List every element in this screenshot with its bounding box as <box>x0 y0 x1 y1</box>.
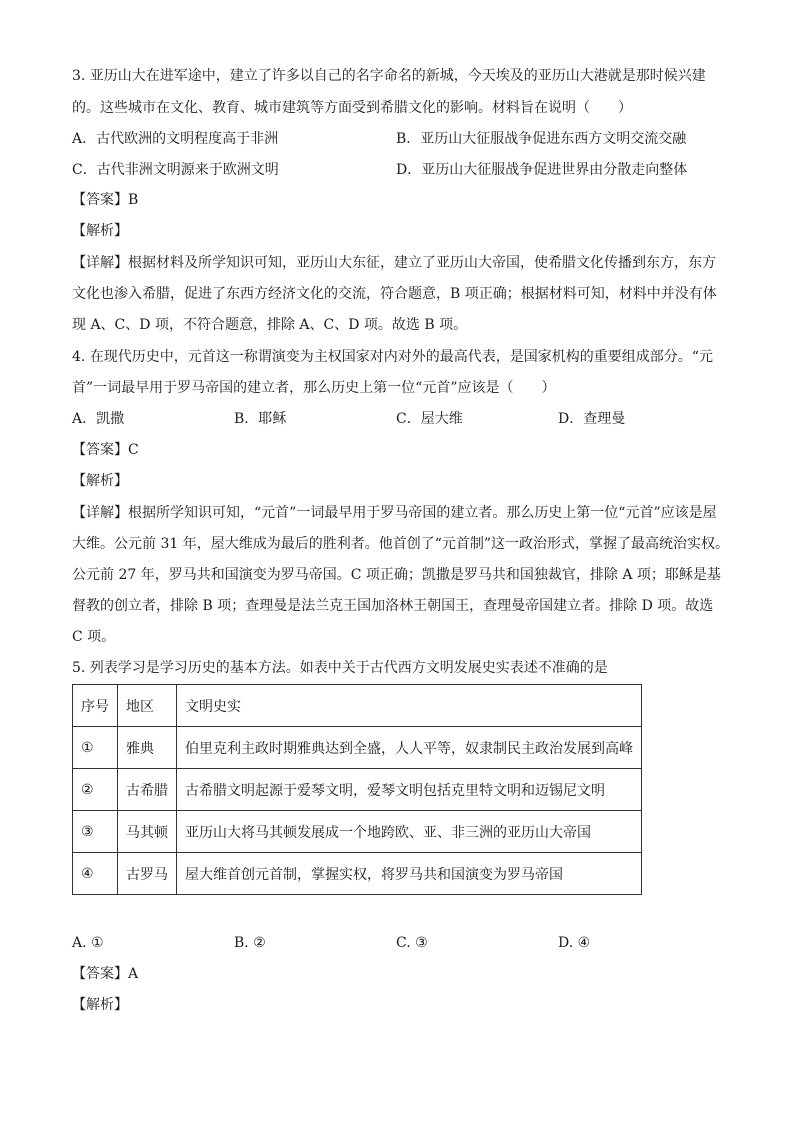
q3-detail-line3: 现 A、C、D 项，不符合题意，排除 A、C、D 项。故选 B 项。 <box>72 317 468 333</box>
table-cell-index: ③ <box>73 811 118 853</box>
q4-detail-line1: 【详解】根据所学知识可知，“元首”一词最早用于罗马帝国的建立者。那么历史上第一位“元首”应该是屋 <box>72 505 717 521</box>
q4-option-d: D．查理曼 <box>558 411 626 427</box>
q5-stem: 5. 列表学习是学习历史的基本方法。如表中关于古代西方文明发展史实表述不准确的是 <box>72 660 608 676</box>
q5-option-c: C. ③ <box>396 935 428 951</box>
q3-detail-line1: 【详解】根据材料及所学知识可知，亚历山大东征，建立了亚历山大帝国，使希腊文化传播到东方，东方 <box>72 255 716 271</box>
q3-analysis-label: 【解析】 <box>72 223 128 239</box>
q3-option-a: A．古代欧洲的文明程度高于非洲 <box>72 131 279 147</box>
table-header-cell: 文明史实 <box>177 685 642 727</box>
table-cell-fact: 亚历山大将马其顿发展成一个地跨欧、亚、非三洲的亚历山大帝国 <box>177 811 642 853</box>
q3-detail-line2: 文化也渗入希腊，促进了东西方经济文化的交流，符合题意，B 项正确；根据材料可知，材料中并没有体 <box>72 286 717 302</box>
q5-option-a: A. ① <box>72 935 104 951</box>
table-cell-region: 古希腊 <box>118 769 177 811</box>
q5-option-b: B. ② <box>234 935 266 951</box>
table-row <box>73 811 642 853</box>
q3-option-c: C．古代非洲文明源来于欧洲文明 <box>72 162 279 178</box>
q4-detail-line4: 督教的创立者，排除 B 项；查理曼是法兰克王国加洛林王朝国王，查理曼帝国建立者。排除 D 项。故选 <box>72 598 714 614</box>
q5-analysis-label: 【解析】 <box>72 997 128 1013</box>
table-cell-region: 古罗马 <box>118 853 177 895</box>
table-cell-index: ① <box>73 727 118 769</box>
table-cell-fact: 古希腊文明起源于爱琴文明，爱琴文明包括克里特文明和迈锡尼文明 <box>177 769 642 811</box>
table-row <box>73 853 642 895</box>
q5-option-d: D. ④ <box>558 935 591 951</box>
q3-stem-line2: 的。这些城市在文化、教育、城市建筑等方面受到希腊文化的影响。材料旨在说明（ ） <box>72 100 632 116</box>
q3-option-d: D．亚历山大征服战争促进世界由分散走向整体 <box>396 162 688 178</box>
table-cell-index: ④ <box>73 853 118 895</box>
table-header-row <box>73 685 642 727</box>
table-cell-region: 雅典 <box>118 727 177 769</box>
q4-detail-line2: 大维。公元前 31 年，屋大维成为最后的胜利者。他首创了“元首制”这一政治形式，掌握了最高统治实权。 <box>72 536 730 552</box>
q3-option-b: B．亚历山大征服战争促进东西方文明交流交融 <box>396 131 687 147</box>
q4-answer: 【答案】C <box>72 442 139 458</box>
table-header-cell: 序号 <box>73 685 118 727</box>
q4-detail-line5: C 项。 <box>72 629 116 645</box>
table-cell-fact: 伯里克利主政时期雅典达到全盛，人人平等，奴隶制民主政治发展到高峰 <box>177 727 642 769</box>
table-cell-region: 马其顿 <box>118 811 177 853</box>
q4-stem-line2: 首”一词最早用于罗马帝国的建立者，那么历史上第一位“元首”应该是（ ） <box>72 380 556 396</box>
q4-detail-line3: 公元前 27 年，罗马共和国演变为罗马帝国。C 项正确；凯撒是罗马共和国独裁官，排除 A 项；耶稣是基 <box>72 567 721 583</box>
q3-answer: 【答案】B <box>72 192 139 208</box>
q5-answer: 【答案】A <box>72 966 139 982</box>
table-cell-index: ② <box>73 769 118 811</box>
q4-option-c: C．屋大维 <box>396 411 463 427</box>
q4-option-b: B．耶稣 <box>234 411 287 427</box>
q4-stem-line1: 4. 在现代历史中，元首这一称谓演变为主权国家对内对外的最高代表，是国家机构的重要组成部分。“元 <box>72 349 713 365</box>
table-cell-fact: 屋大维首创元首制，掌握实权，将罗马共和国演变为罗马帝国 <box>177 853 642 895</box>
table-row <box>73 727 642 769</box>
q3-stem-line1: 3. 亚历山大在进军途中，建立了许多以自己的名字命名的新城，今天埃及的亚历山大港就是那时候兴建 <box>72 68 706 84</box>
civilization-table <box>72 684 642 895</box>
q4-analysis-label: 【解析】 <box>72 473 128 489</box>
table-header-cell: 地区 <box>118 685 177 727</box>
q4-option-a: A．凯撒 <box>72 411 125 427</box>
table-row <box>73 769 642 811</box>
